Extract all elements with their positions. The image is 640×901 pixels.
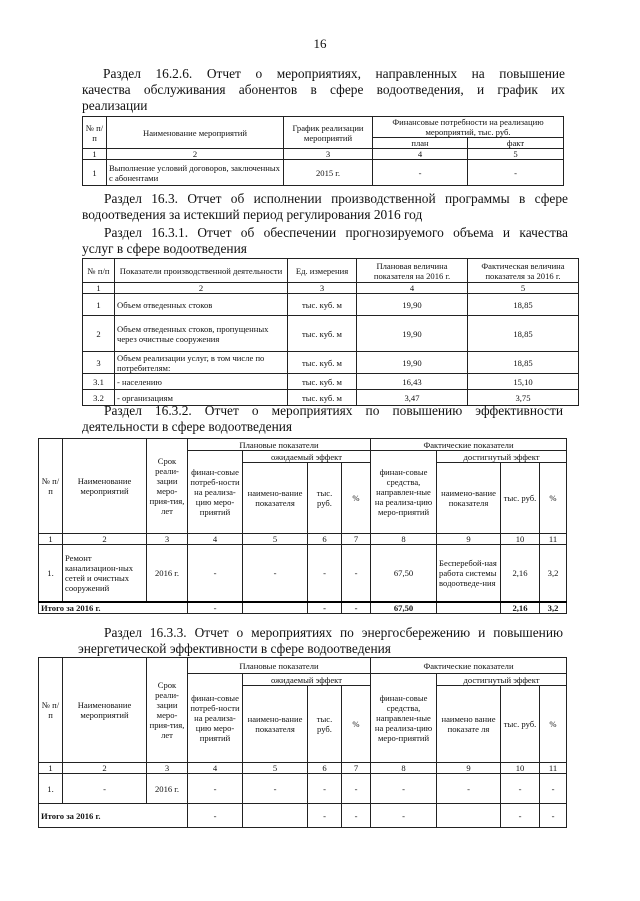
cell-no: 1. — [39, 774, 63, 804]
cell-name: Ремонт канализацион-ных сетей и очистных сооружений — [63, 545, 147, 602]
cell-expected-name: - — [243, 774, 308, 804]
cell-schedule: 2015 г. — [284, 160, 373, 186]
cell-plan-financing: - — [188, 602, 243, 614]
cell-plan-financing: - — [188, 545, 243, 602]
cell-no: 3 — [83, 352, 115, 374]
table-row — [39, 545, 567, 602]
col-number: 9 — [437, 763, 501, 774]
section-16-3-1-heading-line-1: Раздел 16.3.1. Отчет об обеспечении прогнозируемого объема и качества — [104, 225, 568, 240]
cell-no: 3.1 — [83, 374, 115, 390]
cell-total-label: Итого за 2016 г. — [39, 804, 188, 828]
section-16-3-heading-line-1: Раздел 16.3. Отчет об исполнении производственной программы в сфере — [104, 191, 568, 206]
header-fact-value: Фактическая величина показателя за 2016 г. — [468, 259, 579, 283]
cell-total-label: Итого за 2016 г. — [39, 602, 188, 614]
cell-unit: тыс. куб. м — [288, 316, 357, 352]
cell-unit: тыс. куб. м — [288, 352, 357, 374]
header-no: № п/ п — [39, 658, 63, 763]
table-row — [83, 316, 579, 352]
section-16-3-3-heading-line-2: энергетической эффективности в сфере водоотведения — [78, 641, 391, 656]
header-plan-indicators: Плановые показатели — [188, 439, 371, 451]
col-number: 3 — [284, 149, 373, 160]
cell-unit: тыс. куб. м — [288, 374, 357, 390]
header-indicator-name: наимено-вание показателя — [437, 463, 501, 534]
section-16-2-6-heading-line-3: реализации — [82, 98, 148, 113]
header-term: Срок реали-зации меро-прия-тия, лет — [147, 658, 188, 763]
cell-plan: 16,43 — [357, 374, 468, 390]
cell-plan-financing: - — [188, 804, 243, 828]
cell-no: 1. — [39, 545, 63, 602]
cell-fact-financing: 67,50 — [371, 602, 437, 614]
cell-expected-name — [243, 602, 308, 614]
cell-achieved-name — [437, 804, 501, 828]
cell-fact: 18,85 — [468, 316, 579, 352]
header-schedule: График реализации мероприятий — [284, 117, 373, 149]
cell-fact: 18,85 — [468, 352, 579, 374]
col-number: 5 — [468, 149, 564, 160]
header-achieved-effect: достигнутый эффект — [437, 451, 567, 463]
cell-expected-trub: - — [308, 602, 342, 614]
col-number: 6 — [308, 534, 342, 545]
cell-fact: 3,75 — [468, 390, 579, 406]
cell-indicator: - населению — [115, 374, 288, 390]
cell-plan: - — [373, 160, 468, 186]
cell-indicator: Объем отведенных стоков — [115, 294, 288, 316]
header-fact-indicators: Фактические показатели — [371, 439, 567, 451]
cell-expected-name: - — [243, 545, 308, 602]
table-row — [83, 294, 579, 316]
header-fact-financing: финан-совые средства, направлен-ные на реализа-цию меро-приятий — [371, 451, 437, 534]
header-thousand-rub: тыс. руб. — [308, 463, 342, 534]
col-number: 1 — [83, 149, 107, 160]
cell-expected-percent: - — [342, 774, 371, 804]
col-number: 2 — [115, 283, 288, 294]
cell-no: 2 — [83, 316, 115, 352]
col-number: 2 — [63, 534, 147, 545]
col-number: 1 — [83, 283, 115, 294]
cell-indicator: Объем отведенных стоков, пропущенных через очистные сооружения — [115, 316, 288, 352]
col-number: 4 — [188, 763, 243, 774]
header-unit: Ед. измерения — [288, 259, 357, 283]
header-indicator: Показатели производственной деятельности — [115, 259, 288, 283]
cell-expected-trub: - — [308, 774, 342, 804]
cell-plan: 19,90 — [357, 352, 468, 374]
cell-name: - — [63, 774, 147, 804]
col-number: 5 — [243, 534, 308, 545]
header-thousand-rub: тыс. руб. — [501, 463, 540, 534]
col-number: 10 — [501, 763, 540, 774]
section-16-2-6-heading-line-1: Раздел 16.2.6. Отчет о мероприятиях, направленных на повышение — [103, 66, 565, 81]
col-number: 8 — [371, 763, 437, 774]
table-row — [39, 774, 567, 804]
header-percent: % — [540, 463, 567, 534]
cell-fact: 18,85 — [468, 294, 579, 316]
total-row — [39, 602, 567, 614]
header-thousand-rub: тыс. руб. — [501, 686, 540, 763]
total-row — [39, 804, 567, 828]
cell-no: 1 — [83, 294, 115, 316]
cell-fact-financing: - — [371, 804, 437, 828]
table-16-3-1 — [82, 258, 579, 406]
section-16-3-2-heading-line-1: Раздел 16.3.2. Отчет о мероприятиях по повышению эффективности — [104, 403, 563, 418]
cell-achieved-percent: 3,2 — [540, 602, 567, 614]
col-number: 11 — [540, 763, 567, 774]
header-plan-value: Плановая величина показателя на 2016 г. — [357, 259, 468, 283]
section-16-3-1-heading-line-2: услуг в сфере водоотведения — [82, 241, 247, 256]
header-plan-indicators: Плановые показатели — [188, 658, 371, 674]
cell-fact-financing: 67,50 — [371, 545, 437, 602]
col-number: 3 — [288, 283, 357, 294]
col-number: 7 — [342, 534, 371, 545]
cell-unit: тыс. куб. м — [288, 390, 357, 406]
col-number: 6 — [308, 763, 342, 774]
header-term: Срок реали-зации меро-прия-тия, лет — [147, 439, 188, 534]
col-number: 4 — [373, 149, 468, 160]
col-number: 2 — [107, 149, 284, 160]
header-no: № п/п — [83, 259, 115, 283]
cell-expected-trub: - — [308, 545, 342, 602]
header-indicator-name: наимено-вание показателя — [243, 463, 308, 534]
header-expected-effect: ожидаемый эффект — [243, 674, 371, 686]
cell-name: Выполнение условий договоров, заключенных с абонентами — [107, 160, 284, 186]
cell-achieved-trub: 2,16 — [501, 545, 540, 602]
cell-achieved-percent: 3,2 — [540, 545, 567, 602]
table-16-2-6 — [82, 116, 564, 186]
header-plan-financing: финан-совые потреб-ности на реализа-цию меро-приятий — [188, 451, 243, 534]
cell-achieved-trub: 2,16 — [501, 602, 540, 614]
header-no: № п/п — [83, 117, 107, 149]
cell-no: 1 — [83, 160, 107, 186]
table-16-3-2 — [38, 438, 567, 614]
header-name: Наименование мероприятий — [63, 439, 147, 534]
section-16-2-6-heading-line-2: качества обслуживания абонентов в сфере водоотведения, и график их — [82, 82, 565, 97]
cell-plan: 3,47 — [357, 390, 468, 406]
header-thousand-rub: тыс. руб. — [308, 686, 342, 763]
cell-achieved-percent: - — [540, 774, 567, 804]
cell-achieved-trub: - — [501, 804, 540, 828]
header-indicator-name: наимено-вание показателя — [243, 686, 308, 763]
cell-plan-financing: - — [188, 774, 243, 804]
cell-term: 2016 г. — [147, 774, 188, 804]
col-number: 1 — [39, 534, 63, 545]
col-number: 5 — [243, 763, 308, 774]
table-16-3-3 — [38, 657, 567, 828]
header-no: № п/ п — [39, 439, 63, 534]
col-number: 7 — [342, 763, 371, 774]
cell-plan: 19,90 — [357, 316, 468, 352]
col-number: 8 — [371, 534, 437, 545]
cell-achieved-name: Бесперебой-ная работа системы водоотведе-ния — [437, 545, 501, 602]
header-expected-effect: ожидаемый эффект — [243, 451, 371, 463]
table-row — [83, 352, 579, 374]
header-financial-needs: Финансовые потребности на реализацию мероприятий, тыс. руб. — [373, 117, 564, 138]
cell-achieved-name — [437, 602, 501, 614]
col-number: 2 — [63, 763, 147, 774]
header-name: Наименование мероприятий — [63, 658, 147, 763]
cell-achieved-trub: - — [501, 774, 540, 804]
cell-fact-financing: - — [371, 774, 437, 804]
cell-expected-percent: - — [342, 545, 371, 602]
col-number: 3 — [147, 763, 188, 774]
cell-plan: 19,90 — [357, 294, 468, 316]
header-percent: % — [342, 463, 371, 534]
col-number: 4 — [188, 534, 243, 545]
cell-fact: - — [468, 160, 564, 186]
table-row — [83, 374, 579, 390]
section-16-3-heading-line-2: водоотведения за истекший период регулирования 2016 год — [82, 207, 423, 222]
header-plan-financing: финан-совые потреб-ности на реализа-цию меро-приятий — [188, 674, 243, 763]
header-achieved-effect: достигнутый эффект — [437, 674, 567, 686]
header-fact-indicators: Фактические показатели — [371, 658, 567, 674]
header-percent: % — [342, 686, 371, 763]
header-plan: план — [373, 138, 468, 149]
section-16-3-2-heading-line-2: деятельности в сфере водоотведения — [82, 419, 293, 434]
cell-unit: тыс. куб. м — [288, 294, 357, 316]
header-indicator-name: наимено вание показате ля — [437, 686, 501, 763]
col-number: 3 — [147, 534, 188, 545]
cell-term: 2016 г. — [147, 545, 188, 602]
cell-fact: 15,10 — [468, 374, 579, 390]
col-number: 4 — [357, 283, 468, 294]
header-percent: % — [540, 686, 567, 763]
section-16-3-3-heading-line-1: Раздел 16.3.3. Отчет о мероприятиях по энергосбережению и повышению — [104, 625, 563, 640]
cell-indicator: - организациям — [115, 390, 288, 406]
cell-expected-trub: - — [308, 804, 342, 828]
cell-achieved-name: - — [437, 774, 501, 804]
cell-achieved-percent: - — [540, 804, 567, 828]
page-number: 16 — [313, 36, 327, 51]
cell-expected-percent: - — [342, 602, 371, 614]
header-fact: факт — [468, 138, 564, 149]
col-number: 11 — [540, 534, 567, 545]
cell-expected-percent: - — [342, 804, 371, 828]
col-number: 10 — [501, 534, 540, 545]
col-number: 9 — [437, 534, 501, 545]
col-number: 1 — [39, 763, 63, 774]
table-row — [83, 160, 564, 186]
col-number: 5 — [468, 283, 579, 294]
cell-no: 3.2 — [83, 390, 115, 406]
cell-indicator: Объем реализации услуг, в том числе по потребителям: — [115, 352, 288, 374]
cell-expected-name — [243, 804, 308, 828]
header-fact-financing: финан-совые средства, направлен-ные на реализа-цию меро-приятий — [371, 674, 437, 763]
header-name: Наименование мероприятий — [107, 117, 284, 149]
